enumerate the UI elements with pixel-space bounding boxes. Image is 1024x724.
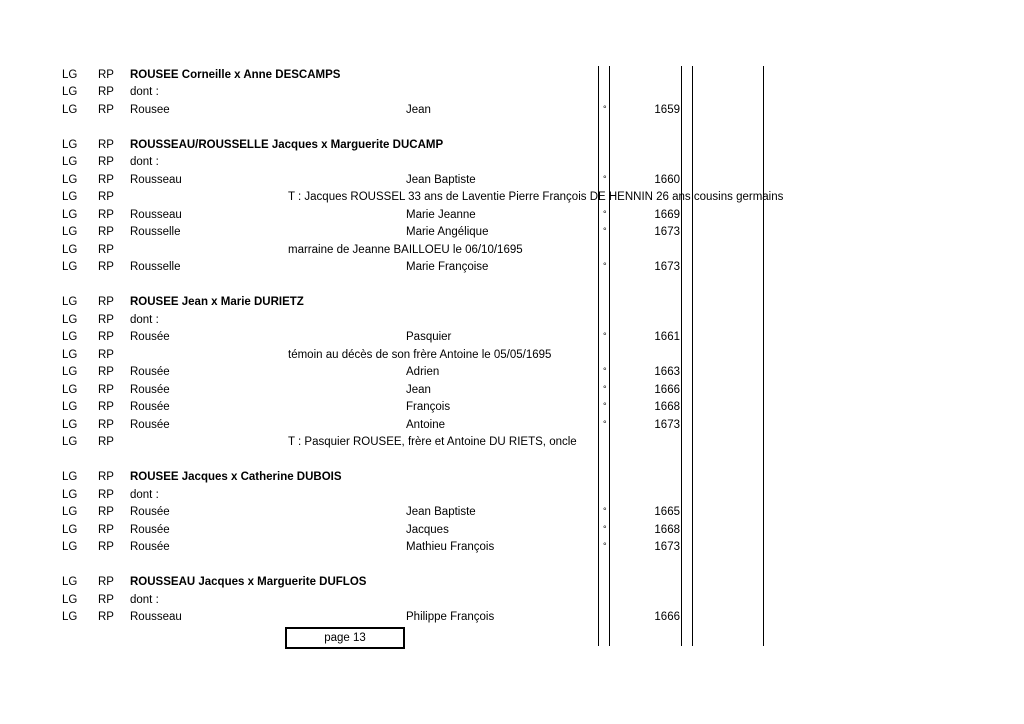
table-row xyxy=(0,84,1024,102)
table-row xyxy=(0,434,1024,452)
parish-code-cell: RP xyxy=(98,191,114,203)
source-code-cell: LG xyxy=(62,366,78,378)
column-divider xyxy=(598,66,599,646)
note-cell: témoin au décès de son frère Antoine le 05/05/1695 xyxy=(288,348,552,361)
surname-cell: Rousée xyxy=(130,383,170,396)
baptism-mark: ° xyxy=(603,173,607,184)
source-code-cell: LG xyxy=(62,191,78,203)
first-name-cell: Jean Baptiste xyxy=(406,506,476,518)
first-name-cell: Philippe François xyxy=(406,611,495,623)
surname-cell: Rousseau xyxy=(130,611,182,623)
parish-code-cell: RP xyxy=(98,296,114,308)
parish-code-cell: RP xyxy=(98,506,114,518)
baptism-mark: ° xyxy=(603,383,607,394)
source-code-cell: LG xyxy=(62,471,78,483)
table-row xyxy=(0,574,1024,592)
year-cell: 1666 xyxy=(654,611,680,623)
surname-cell: dont : xyxy=(130,86,159,98)
source-code-cell: LG xyxy=(62,418,78,431)
parish-code-cell: RP xyxy=(98,541,114,553)
parish-code-cell: RP xyxy=(98,313,114,326)
first-name-cell: Adrien xyxy=(406,366,440,378)
surname-cell: Rousée xyxy=(130,366,170,378)
surname-cell: Rousée xyxy=(130,401,170,413)
column-divider xyxy=(681,66,682,646)
source-code-cell: LG xyxy=(62,261,78,273)
source-code-cell: LG xyxy=(62,436,78,448)
table-row xyxy=(0,539,1024,557)
year-cell: 1663 xyxy=(654,366,680,378)
table-row xyxy=(0,487,1024,505)
parish-code-cell: RP xyxy=(98,331,114,343)
parish-code-cell: RP xyxy=(98,471,114,483)
source-code-cell: LG xyxy=(62,208,78,221)
year-cell: 1669 xyxy=(654,208,680,221)
source-code-cell: LG xyxy=(62,611,78,623)
family-heading: ROUSEE Jacques x Catherine DUBOIS xyxy=(130,471,342,483)
source-code-cell: LG xyxy=(62,226,78,238)
source-code-cell: LG xyxy=(62,86,78,98)
surname-cell: Rousée xyxy=(130,541,170,553)
surname-cell: dont : xyxy=(130,488,159,501)
family-heading: ROUSEE Jean x Marie DURIETZ xyxy=(130,296,304,308)
parish-code-cell: RP xyxy=(98,68,114,81)
table-row xyxy=(0,417,1024,435)
table-row xyxy=(0,592,1024,610)
family-heading: ROUSSEAU Jacques x Marguerite DUFLOS xyxy=(130,576,367,588)
surname-cell: Rousseau xyxy=(130,208,182,221)
parish-code-cell: RP xyxy=(98,348,114,361)
blank-row xyxy=(0,557,1024,575)
table-row xyxy=(0,224,1024,242)
parish-code-cell: RP xyxy=(98,86,114,98)
table-row xyxy=(0,189,1024,207)
baptism-mark: ° xyxy=(603,523,607,534)
table-row xyxy=(0,242,1024,260)
source-code-cell: LG xyxy=(62,68,78,81)
source-code-cell: LG xyxy=(62,506,78,518)
first-name-cell: Jacques xyxy=(406,523,449,536)
table-row xyxy=(0,522,1024,540)
parish-code-cell: RP xyxy=(98,138,114,151)
first-name-cell: Pasquier xyxy=(406,331,452,343)
parish-code-cell: RP xyxy=(98,488,114,501)
year-cell: 1673 xyxy=(654,541,680,553)
surname-cell: Rousée xyxy=(130,418,170,431)
source-code-cell: LG xyxy=(62,331,78,343)
year-cell: 1660 xyxy=(654,173,680,186)
year-cell: 1666 xyxy=(654,383,680,396)
first-name-cell: Jean Baptiste xyxy=(406,173,476,186)
blank-row xyxy=(0,277,1024,295)
family-heading: ROUSSEAU/ROUSSELLE Jacques x Marguerite DUCAMP xyxy=(130,138,444,151)
source-code-cell: LG xyxy=(62,401,78,413)
first-name-cell: Marie Angélique xyxy=(406,226,489,238)
table-row xyxy=(0,364,1024,382)
parish-code-cell: RP xyxy=(98,523,114,536)
table-row xyxy=(0,382,1024,400)
table-row xyxy=(0,137,1024,155)
first-name-cell: François xyxy=(406,401,451,413)
first-name-cell: Marie Jeanne xyxy=(406,208,476,221)
source-code-cell: LG xyxy=(62,576,78,588)
family-heading: ROUSEE Corneille x Anne DESCAMPS xyxy=(130,68,341,81)
parish-code-cell: RP xyxy=(98,436,114,448)
source-code-cell: LG xyxy=(62,296,78,308)
parish-code-cell: RP xyxy=(98,156,114,168)
parish-code-cell: RP xyxy=(98,383,114,396)
baptism-mark: ° xyxy=(603,541,607,551)
source-code-cell: LG xyxy=(62,523,78,536)
parish-code-cell: RP xyxy=(98,418,114,431)
table-row xyxy=(0,329,1024,347)
source-code-cell: LG xyxy=(62,348,78,361)
table-row xyxy=(0,312,1024,330)
year-cell: 1659 xyxy=(654,103,680,116)
baptism-mark: ° xyxy=(603,208,607,219)
table-row xyxy=(0,102,1024,120)
surname-cell: Rousée xyxy=(130,523,170,536)
table-row xyxy=(0,207,1024,225)
source-code-cell: LG xyxy=(62,488,78,501)
parish-code-cell: RP xyxy=(98,576,114,588)
table-row xyxy=(0,172,1024,190)
source-code-cell: LG xyxy=(62,243,78,256)
note-cell: T : Pasquier ROUSEE, frère et Antoine DU RIETS, oncle xyxy=(288,436,577,448)
source-code-cell: LG xyxy=(62,156,78,168)
year-cell: 1668 xyxy=(654,401,680,413)
parish-code-cell: RP xyxy=(98,243,114,256)
parish-code-cell: RP xyxy=(98,611,114,623)
source-code-cell: LG xyxy=(62,313,78,326)
year-cell: 1668 xyxy=(654,523,680,536)
source-code-cell: LG xyxy=(62,173,78,186)
baptism-mark: ° xyxy=(603,366,607,376)
surname-cell: dont : xyxy=(130,156,159,168)
surname-cell: Rousselle xyxy=(130,226,181,238)
year-cell: 1665 xyxy=(654,506,680,518)
table-row xyxy=(0,504,1024,522)
parish-code-cell: RP xyxy=(98,208,114,221)
column-divider xyxy=(692,66,693,646)
first-name-cell: Antoine xyxy=(406,418,446,431)
first-name-cell: Marie Françoise xyxy=(406,261,489,273)
baptism-mark: ° xyxy=(603,103,607,114)
year-cell: 1673 xyxy=(654,418,680,431)
note-cell: T : Jacques ROUSSEL 33 ans de Laventie Pierre François DE HENNIN 26 ans cousins germains xyxy=(288,191,784,203)
surname-cell: Rousée xyxy=(130,506,170,518)
source-code-cell: LG xyxy=(62,383,78,396)
surname-cell: Rousée xyxy=(130,331,170,343)
baptism-mark: ° xyxy=(603,331,607,341)
first-name-cell: Mathieu François xyxy=(406,541,495,553)
surname-cell: Rousee xyxy=(130,103,170,116)
blank-row xyxy=(0,452,1024,470)
parish-code-cell: RP xyxy=(98,103,114,116)
source-code-cell: LG xyxy=(62,593,78,606)
note-cell: marraine de Jeanne BAILLOEU le 06/10/1695 xyxy=(288,243,523,256)
year-cell: 1673 xyxy=(654,261,680,273)
table-row xyxy=(0,609,1024,627)
table-row xyxy=(0,154,1024,172)
surname-cell: Rousselle xyxy=(130,261,181,273)
parish-code-cell: RP xyxy=(98,226,114,238)
table-row xyxy=(0,469,1024,487)
parish-code-cell: RP xyxy=(98,261,114,273)
column-divider xyxy=(609,66,610,646)
table-row xyxy=(0,259,1024,277)
baptism-mark: ° xyxy=(603,261,607,271)
year-cell: 1661 xyxy=(654,331,680,343)
source-code-cell: LG xyxy=(62,541,78,553)
table-row xyxy=(0,294,1024,312)
column-divider xyxy=(763,66,764,646)
source-code-cell: LG xyxy=(62,103,78,116)
first-name-cell: Jean xyxy=(406,383,431,396)
baptism-mark: ° xyxy=(603,226,607,236)
table-row xyxy=(0,347,1024,365)
baptism-mark: ° xyxy=(603,506,607,516)
parish-code-cell: RP xyxy=(98,366,114,378)
parish-code-cell: RP xyxy=(98,401,114,413)
first-name-cell: Jean xyxy=(406,103,431,116)
baptism-mark: ° xyxy=(603,418,607,429)
parish-code-cell: RP xyxy=(98,593,114,606)
page-number-label: page 13 xyxy=(285,627,405,649)
baptism-mark: ° xyxy=(603,401,607,411)
parish-code-cell: RP xyxy=(98,173,114,186)
blank-row xyxy=(0,119,1024,137)
table-row xyxy=(0,67,1024,85)
surname-cell: dont : xyxy=(130,313,159,326)
year-cell: 1673 xyxy=(654,226,680,238)
source-code-cell: LG xyxy=(62,138,78,151)
table-row xyxy=(0,399,1024,417)
surname-cell: Rousseau xyxy=(130,173,182,186)
surname-cell: dont : xyxy=(130,593,159,606)
